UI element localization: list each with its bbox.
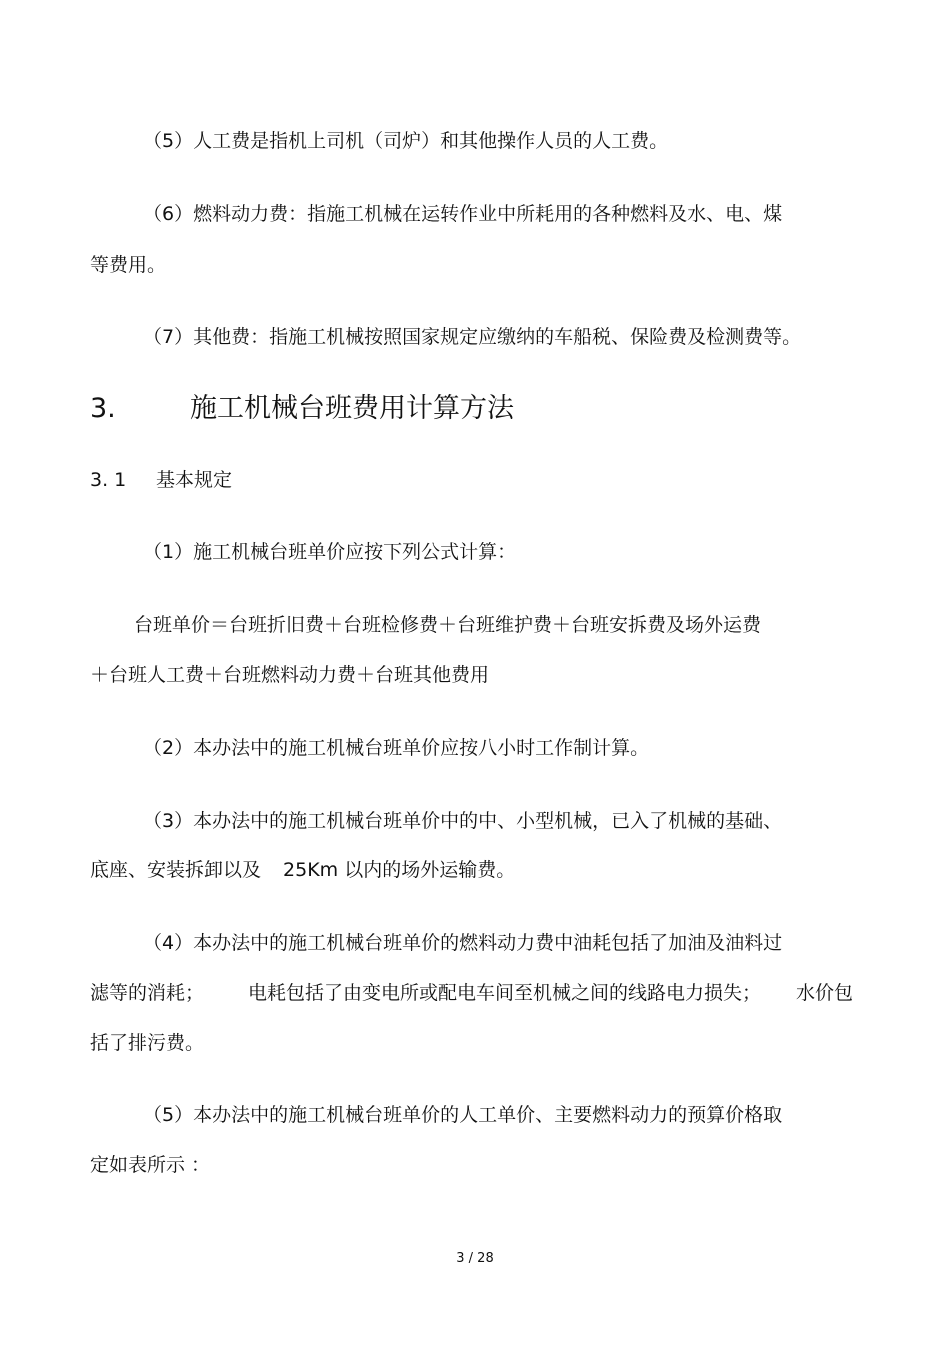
para-fuel-cost-line1: （6）燃料动力费：指施工机械在运转作业中所耗用的各种燃料及水、电、煤 — [143, 203, 783, 225]
section-number: 3. — [90, 393, 116, 424]
rule-3-line2 — [90, 858, 515, 882]
page-number: 3 / 28 — [456, 1251, 494, 1266]
rule-5-line1: （5）本办法中的施工机械台班单价的人工单价、主要燃料动力的预算价格取 — [143, 1104, 783, 1126]
section-title: 施工机械台班费用计算方法 — [190, 393, 514, 424]
rule-5-line2: 定如表所示 ： — [90, 1154, 211, 1176]
rule-3-line2-part2: 25Km 以内的场外运输费。 — [283, 859, 516, 881]
para-fuel-cost-line2: 等费用。 — [90, 254, 167, 276]
formula-line1: 台班单价＝台班折旧费＋台班检修费＋台班维护费＋台班安拆费及场外运费 — [134, 614, 762, 636]
para-labor-cost: （5）人工费是指机上司机（司炉）和其他操作人员的人工费。 — [143, 130, 669, 152]
rule-2: （2）本办法中的施工机械台班单价应按八小时工作制计算。 — [143, 737, 650, 759]
subsection-title: 基本规定 — [156, 469, 233, 491]
rule-3-line1: （3）本办法中的施工机械台班单价中的中、小型机械，已入了机械的基础、 — [143, 810, 783, 832]
rule-4-line2-part1: 滤等的消耗； — [90, 982, 205, 1004]
para-other-cost: （7）其他费：指施工机械按照国家规定应缴纳的车船税、保险费及检测费等。 — [143, 326, 802, 348]
rule-4-line3: 括了排污费。 — [90, 1032, 205, 1054]
rule-4-line2-part2: 电耗包括了由变电所或配电车间至机械之间的线路电力损失； — [248, 982, 762, 1004]
rule-3-line2-part1: 底座、安装拆卸以及 — [90, 859, 262, 881]
rule-4-line2-part3: 水价包 — [796, 982, 854, 1004]
rule-1: （1）施工机械台班单价应按下列公式计算： — [143, 541, 517, 563]
subsection-number: 3. 1 — [90, 469, 127, 491]
rule-4-line1: （4）本办法中的施工机械台班单价的燃料动力费中油耗包括了加油及油料过 — [143, 932, 783, 954]
formula-line2: ＋台班人工费＋台班燃料动力费＋台班其他费用 — [90, 664, 490, 686]
